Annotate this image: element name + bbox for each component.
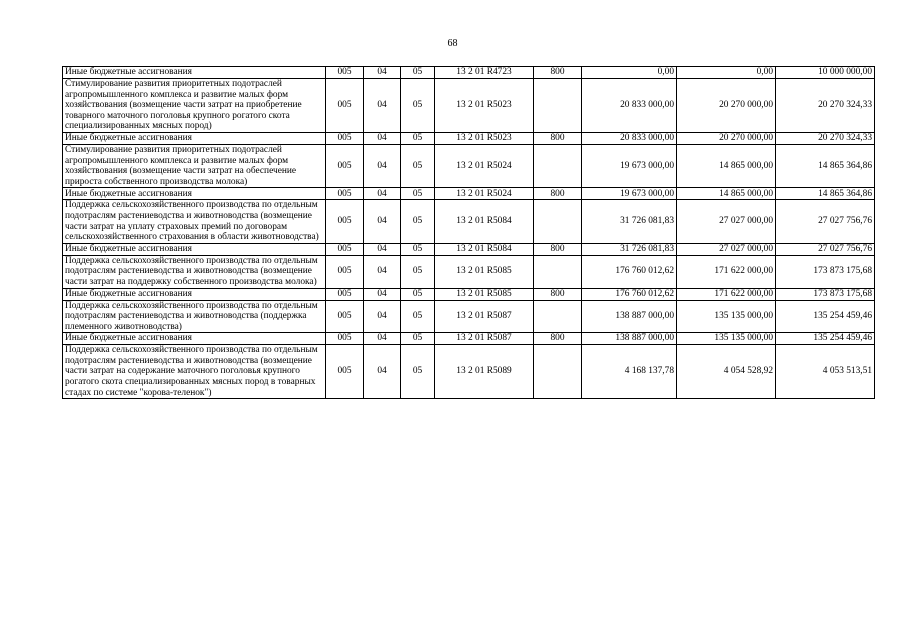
table-row [63,188,875,200]
amount-cell-1: 138 887 000,00 [582,300,677,333]
table-row [63,300,875,333]
amount-cell-1: 19 673 000,00 [582,144,677,187]
expense-type-cell: 800 [534,333,582,345]
admin-code-cell: 005 [326,345,364,399]
amount-cell-2: 135 135 000,00 [677,300,776,333]
section-cell: 04 [364,79,401,133]
expense-type-cell [534,300,582,333]
subsection-cell: 05 [401,188,435,200]
section-cell: 04 [364,345,401,399]
section-cell: 04 [364,288,401,300]
expense-name-cell: Поддержка сельскохозяйственного производства по отдельным подотраслям растениеводства и животноводства (возмещение части затрат на поддержку собственного производства молока) [63,255,326,288]
subsection-cell: 05 [401,288,435,300]
target-article-cell: 13 2 01 R5023 [435,132,534,144]
amount-cell-1: 138 887 000,00 [582,333,677,345]
amount-cell-1: 4 168 137,78 [582,345,677,399]
amount-cell-1: 20 833 000,00 [582,132,677,144]
amount-cell-3: 173 873 175,68 [776,255,875,288]
admin-code-cell: 005 [326,333,364,345]
budget-table [62,66,875,399]
admin-code-cell: 005 [326,288,364,300]
amount-cell-1: 19 673 000,00 [582,188,677,200]
admin-code-cell: 005 [326,132,364,144]
amount-cell-1: 31 726 081,83 [582,243,677,255]
target-article-cell: 13 2 01 R5084 [435,200,534,243]
amount-cell-3: 14 865 364,86 [776,188,875,200]
amount-cell-3: 20 270 324,33 [776,132,875,144]
expense-type-cell: 800 [534,288,582,300]
table-row [63,67,875,79]
target-article-cell: 13 2 01 R5085 [435,255,534,288]
subsection-cell: 05 [401,243,435,255]
target-article-cell: 13 2 01 R5085 [435,288,534,300]
expense-type-cell [534,144,582,187]
expense-name-cell: Стимулирование развития приоритетных подотраслей агропромышленного комплекса и развитие малых форм хозяйствования (возмещение части затрат на обеспечение прироста собственного производства молока) [63,144,326,187]
table-row [63,200,875,243]
amount-cell-1: 176 760 012,62 [582,288,677,300]
amount-cell-3: 20 270 324,33 [776,79,875,133]
section-cell: 04 [364,188,401,200]
amount-cell-2: 4 054 528,92 [677,345,776,399]
amount-cell-2: 27 027 000,00 [677,243,776,255]
subsection-cell: 05 [401,200,435,243]
expense-name-cell: Иные бюджетные ассигнования [63,132,326,144]
table-row [63,144,875,187]
expense-type-cell: 800 [534,132,582,144]
expense-name-cell: Иные бюджетные ассигнования [63,188,326,200]
admin-code-cell: 005 [326,243,364,255]
target-article-cell: 13 2 01 R4723 [435,67,534,79]
admin-code-cell: 005 [326,300,364,333]
admin-code-cell: 005 [326,67,364,79]
target-article-cell: 13 2 01 R5089 [435,345,534,399]
expense-name-cell: Поддержка сельскохозяйственного производства по отдельным подотраслям растениеводства и животноводства (возмещение части затрат на уплату страховых премий по договорам сельскохозяйственного страхования в области животноводства) [63,200,326,243]
section-cell: 04 [364,67,401,79]
amount-cell-2: 0,00 [677,67,776,79]
table-row [63,288,875,300]
admin-code-cell: 005 [326,188,364,200]
admin-code-cell: 005 [326,200,364,243]
amount-cell-2: 171 622 000,00 [677,255,776,288]
subsection-cell: 05 [401,333,435,345]
subsection-cell: 05 [401,255,435,288]
table-row [63,255,875,288]
table-row [63,345,875,399]
section-cell: 04 [364,144,401,187]
amount-cell-2: 14 865 000,00 [677,144,776,187]
amount-cell-1: 31 726 081,83 [582,200,677,243]
amount-cell-2: 171 622 000,00 [677,288,776,300]
table-row [63,79,875,133]
amount-cell-3: 135 254 459,46 [776,300,875,333]
expense-name-cell: Иные бюджетные ассигнования [63,288,326,300]
amount-cell-3: 173 873 175,68 [776,288,875,300]
expense-type-cell [534,200,582,243]
subsection-cell: 05 [401,144,435,187]
target-article-cell: 13 2 01 R5087 [435,300,534,333]
amount-cell-3: 14 865 364,86 [776,144,875,187]
expense-type-cell [534,345,582,399]
amount-cell-1: 0,00 [582,67,677,79]
table-body [63,67,875,399]
amount-cell-1: 20 833 000,00 [582,79,677,133]
page-number: 68 [447,38,458,49]
target-article-cell: 13 2 01 R5084 [435,243,534,255]
table-row [63,243,875,255]
amount-cell-2: 14 865 000,00 [677,188,776,200]
expense-type-cell: 800 [534,67,582,79]
amount-cell-2: 20 270 000,00 [677,79,776,133]
expense-name-cell: Поддержка сельскохозяйственного производства по отдельным подотраслям растениеводства и животноводства (возмещение части затрат на содержание маточного поголовья крупного рогатого скота специализированных мясных пород в товарных стадах по системе "корова-теленок") [63,345,326,399]
expense-type-cell: 800 [534,243,582,255]
section-cell: 04 [364,200,401,243]
subsection-cell: 05 [401,345,435,399]
table-row [63,333,875,345]
section-cell: 04 [364,132,401,144]
expense-type-cell [534,255,582,288]
expense-name-cell: Иные бюджетные ассигнования [63,67,326,79]
amount-cell-2: 27 027 000,00 [677,200,776,243]
admin-code-cell: 005 [326,255,364,288]
section-cell: 04 [364,300,401,333]
subsection-cell: 05 [401,300,435,333]
target-article-cell: 13 2 01 R5024 [435,188,534,200]
section-cell: 04 [364,243,401,255]
amount-cell-3: 10 000 000,00 [776,67,875,79]
section-cell: 04 [364,255,401,288]
amount-cell-1: 176 760 012,62 [582,255,677,288]
admin-code-cell: 005 [326,79,364,133]
section-cell: 04 [364,333,401,345]
subsection-cell: 05 [401,67,435,79]
amount-cell-3: 4 053 513,51 [776,345,875,399]
expense-name-cell: Стимулирование развития приоритетных подотраслей агропромышленного комплекса и развитие малых форм хозяйствования (возмещение части затрат на приобретение товарного маточного поголовья крупного рогатого скота специализированных мясных пород) [63,79,326,133]
amount-cell-3: 27 027 756,76 [776,243,875,255]
target-article-cell: 13 2 01 R5087 [435,333,534,345]
amount-cell-3: 27 027 756,76 [776,200,875,243]
amount-cell-2: 135 135 000,00 [677,333,776,345]
expense-name-cell: Иные бюджетные ассигнования [63,243,326,255]
amount-cell-3: 135 254 459,46 [776,333,875,345]
expense-name-cell: Иные бюджетные ассигнования [63,333,326,345]
target-article-cell: 13 2 01 R5023 [435,79,534,133]
expense-name-cell: Поддержка сельскохозяйственного производства по отдельным подотраслям растениеводства и животноводства (поддержка племенного животноводства) [63,300,326,333]
subsection-cell: 05 [401,132,435,144]
expense-type-cell: 800 [534,188,582,200]
table-row [63,132,875,144]
target-article-cell: 13 2 01 R5024 [435,144,534,187]
expense-type-cell [534,79,582,133]
admin-code-cell: 005 [326,144,364,187]
subsection-cell: 05 [401,79,435,133]
amount-cell-2: 20 270 000,00 [677,132,776,144]
